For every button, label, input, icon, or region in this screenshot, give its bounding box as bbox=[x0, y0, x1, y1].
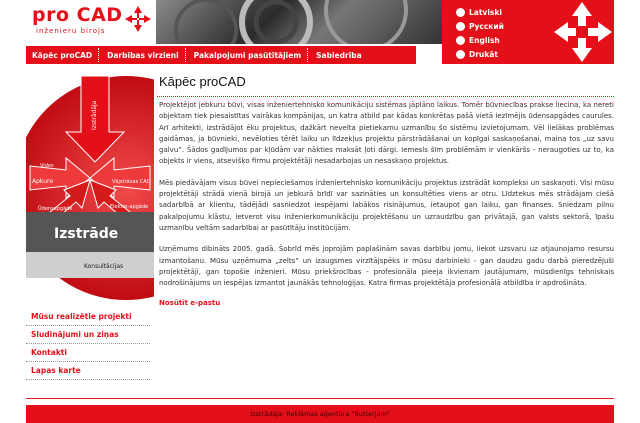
diagram-label-lowvolt: Vājstrāvas CAD bbox=[112, 179, 151, 185]
diagram-consult-label: Konsultācijas bbox=[84, 263, 124, 270]
send-email-link[interactable]: Nosūtīt e-pastu bbox=[159, 299, 221, 308]
paragraph: Uzņēmums dibināts 2005. gadā. Šobrīd mēs joprojām paplašinām savas darbību jomu, liekot uzsvaru uz atjaunojamo resursu izmantošanu. Mūsu uzņēmuma „zelts” un izaugsmes virzītājspēks ir mūsu darbinieki - gan daudzu gadu darbā pieredzējuši projektētāji, gan topošie inženieri. Mūsu priekšrocības - profesionāla pieeja ikvienam jautājumam, mūsdienīgs tehniskais nodrošinājums un iespējas izmantot jaunākās tehnoloģijas. Katra firmas projektētāja profesionālā atbildība ir apdrošināta. bbox=[159, 245, 614, 288]
footer-line bbox=[26, 398, 614, 399]
sidebar-item-contacts[interactable]: Kontakti bbox=[26, 344, 150, 362]
footer-credit[interactable]: Izstrādāja: Reklāmas aģentūra "Butterjam" bbox=[250, 410, 390, 418]
print-link[interactable]: Drukāt bbox=[456, 48, 536, 61]
nav-why-procad[interactable]: Kāpēc proCAD bbox=[32, 50, 93, 60]
diagram-label-power: Elektro-apgāde bbox=[110, 204, 149, 210]
sidebar-item-news[interactable]: Sludinājumi un ziņas bbox=[26, 326, 150, 344]
bullet-icon bbox=[456, 22, 465, 31]
paragraph: Projektējot jebkuru būvi, visas inženiertehnisko komunikāciju sistēmas jāplāno laikus. Tomēr būvniecības prakse liecina, ka nereti objektam tiek piesaistītas vairākas kompānijas, un katra atbild par kādas konkrētas pašā vietā iezīmējis ūdensapgādes caurules. Arī arhitekti, izstrādājot ēku projektus, dažkārt nevelta pietiekamu uzmanību šo sistēmu izvietojumam. Vēl lielākas problēmas gaidāmas, ja būvnieki, nevēloties tērēt laiku un līdzekļus projektu pārstrādāšanai un kopīgai saskaņošanai, maina tos „uz savu galvu”. Šādos gadījumos par kļūdām var nākties maksāt ļoti dārgi. Iemesls šīm problēmām ir vienkāršs - neraugoties uz to, ka objekts ir viens, atsevišķo firmu projektētāji nesadarbojas un nesaskaņo projektus. bbox=[159, 101, 614, 166]
bullet-icon bbox=[456, 36, 465, 45]
arrows-decor-icon bbox=[552, 0, 614, 64]
diagram-label-env: Vides bbox=[40, 163, 54, 169]
diagram-label-heating: Apkure bbox=[32, 178, 54, 185]
language-panel bbox=[442, 0, 614, 64]
sidebar bbox=[26, 308, 150, 380]
paragraph: Mēs piedāvājam visus būvei nepieciešamos inženiertehnisko komunikāciju projektus izstrādāt kompleksi un saskaņoti. Visi mūsu projektētāji strādā vienā birojā un jebkurā brīdī var sazināties un konsultēties viens ar otru. Līdztekus mēs strādājam ciešā sadarbībā ar klientu, tādējādi sasniedzot iespējami labākos risinājumus, ietaupot gan laiku, gan finanses. Sniedzam pilnu pakalpojumu klāstu, ietverot visu inženierkomunikāciju projektēšanu un uzraudzību gan privātajā, gan valsts sektorā, īpašu uzmanību veltām sadarbībai ar pasūtītāju institūcijām. bbox=[159, 178, 614, 232]
logo[interactable] bbox=[26, 0, 156, 44]
nav-activities[interactable]: Darbības virzieni bbox=[107, 50, 179, 60]
lang-english[interactable]: English bbox=[456, 34, 536, 47]
header-photo bbox=[156, 0, 442, 44]
diagram-label-top: Izstrādāja bbox=[91, 100, 98, 130]
diagram-label-water: Ūdensapgāde bbox=[38, 206, 73, 212]
page-title: Kāpēc proCAD bbox=[159, 74, 246, 89]
sidebar-item-sitemap[interactable]: Lapas karte bbox=[26, 362, 150, 380]
logo-arrows-icon bbox=[124, 5, 152, 33]
diagram-main-label: Izstrāde bbox=[54, 226, 119, 242]
bullet-icon bbox=[456, 8, 465, 17]
nav-company[interactable]: Sabiedrība bbox=[316, 50, 362, 60]
main-content bbox=[159, 74, 614, 307]
logo-text: pro CAD bbox=[32, 4, 123, 26]
main-nav bbox=[26, 46, 416, 64]
lang-latvian[interactable]: Latviski bbox=[456, 6, 536, 19]
nav-services[interactable]: Pakalpojumi pasūtītājiem bbox=[193, 50, 302, 60]
lang-russian[interactable]: Русский bbox=[456, 20, 536, 33]
sidebar-item-projects[interactable]: Mūsu realizētie projekti bbox=[26, 308, 150, 326]
logo-tagline: inženieru birojs bbox=[36, 27, 106, 35]
services-diagram bbox=[26, 70, 154, 306]
footer bbox=[26, 405, 614, 423]
bullet-icon bbox=[456, 50, 465, 59]
